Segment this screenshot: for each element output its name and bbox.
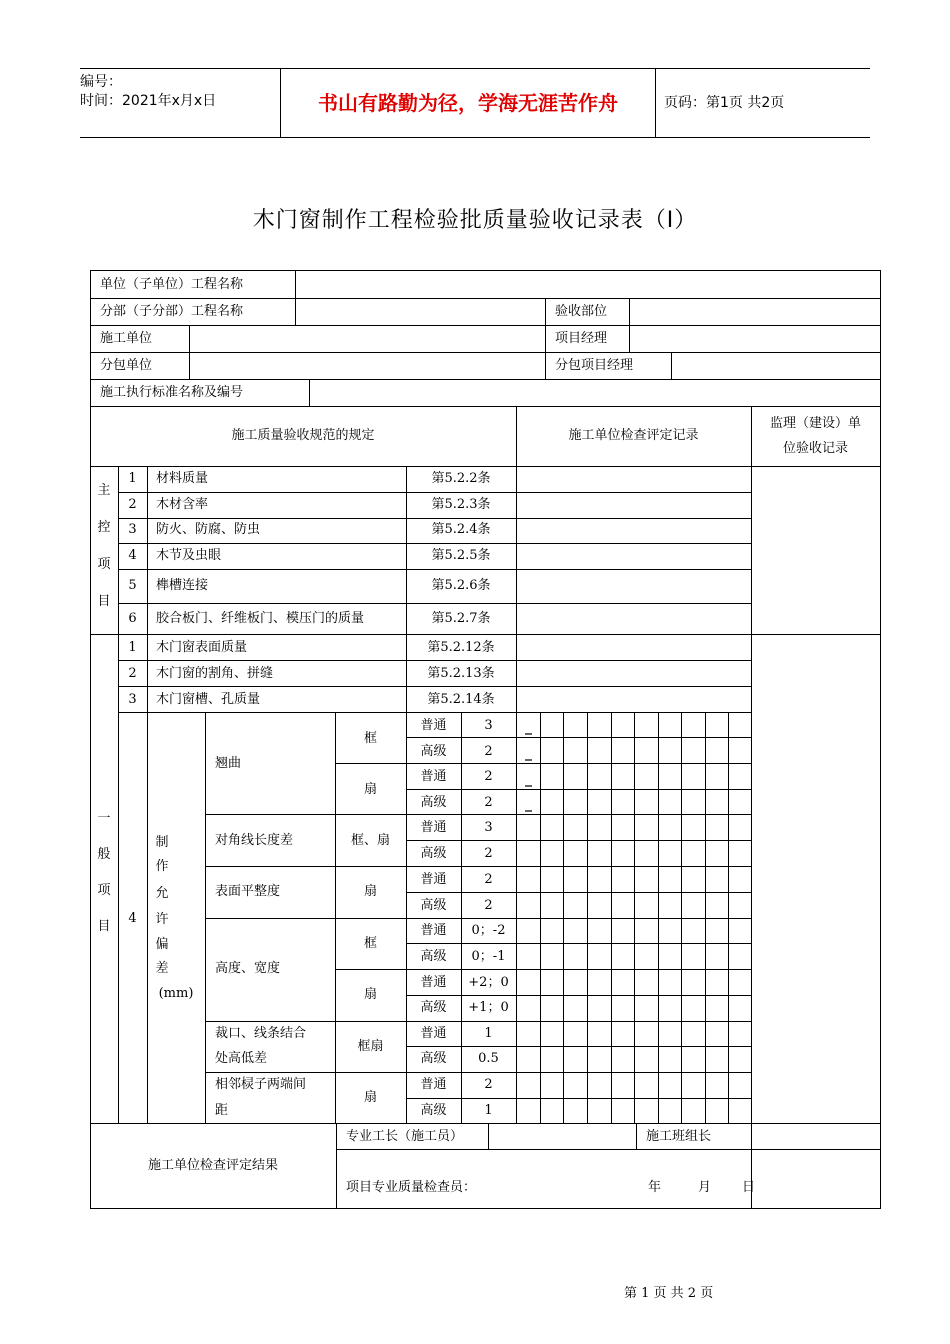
number-label: 编号： (80, 74, 122, 90)
team-leader-label: 施工班组长 (646, 1129, 712, 1144)
tolerance-label-unit: (mm) (158, 986, 194, 1001)
tolerance-value: 0.5 (478, 1051, 499, 1066)
main-item-no: 4 (128, 548, 137, 563)
general-group-char: 项 (97, 883, 111, 898)
joint-label-line1: 裁口、线条结合 (215, 1026, 307, 1041)
sub-project-manager-label: 分包项目经理 (555, 358, 634, 373)
tolerance-value: 2 (484, 795, 493, 810)
tolerance-value: 3 (484, 820, 493, 835)
tolerance-value: 3 (484, 718, 493, 733)
main-group-char: 主 (97, 483, 111, 498)
year-label: 年 (648, 1180, 662, 1195)
tolerance-value: 2 (484, 1077, 493, 1092)
table-border (91, 271, 881, 1209)
grade-label: 普通 (420, 1077, 447, 1092)
day-label: 日 (742, 1180, 756, 1195)
project-manager-label: 项目经理 (555, 331, 608, 346)
warp-label: 翘曲 (215, 756, 242, 771)
part-label: 扇 (363, 987, 377, 1002)
main-item-name: 防火、防腐、防虫 (156, 522, 261, 537)
main-item-no: 1 (128, 471, 137, 486)
general-item-clause: 第5.2.12条 (427, 640, 495, 655)
main-item-clause: 第5.2.7条 (431, 611, 491, 626)
contractor-label: 施工单位 (100, 331, 153, 346)
spec-header: 施工质量验收规范的规定 (231, 428, 375, 443)
subcontractor-label: 分包单位 (100, 358, 153, 373)
grade-label: 高级 (420, 1000, 447, 1015)
grade-label: 普通 (420, 1026, 447, 1041)
page-footer: 第 1 页 共 2 页 (624, 1286, 714, 1301)
general-item-name: 木门窗表面质量 (156, 640, 248, 655)
grade-label: 高级 (420, 1051, 447, 1066)
main-group-char: 项 (97, 557, 111, 572)
main-item-clause: 第5.2.3条 (431, 497, 491, 512)
grade-label: 普通 (420, 769, 447, 784)
inspector-label: 项目专业质量检查员： (346, 1180, 477, 1195)
tolerance-label-char: 制 (155, 835, 169, 850)
tolerance-value: 1 (484, 1026, 493, 1041)
main-item-no: 3 (128, 522, 137, 537)
main-item-clause: 第5.2.6条 (431, 578, 491, 593)
tolerance-label-char: 偏 (155, 937, 169, 952)
general-item-no: 3 (128, 692, 137, 707)
diagonal-label: 对角线长度差 (215, 833, 294, 848)
part-label: 扇 (363, 884, 377, 899)
tolerance-value: 0；-1 (471, 949, 506, 964)
general-item-clause: 第5.2.13条 (427, 666, 495, 681)
main-item-no: 2 (128, 497, 137, 512)
grade-label: 普通 (420, 718, 447, 733)
general-item-no: 2 (128, 666, 137, 681)
tolerance-value: 1 (484, 1103, 493, 1118)
adjacent-label-line2: 距 (215, 1103, 229, 1118)
tolerance-value: +2；0 (468, 975, 509, 990)
division-name-label: 分部（子分部）工程名称 (100, 304, 244, 319)
part-label: 框扇 (357, 1039, 384, 1054)
result-label: 施工单位检查评定结果 (147, 1158, 278, 1173)
grade-label: 普通 (420, 923, 447, 938)
main-item-name: 榫槽连接 (156, 578, 209, 593)
general-group-char: 一 (97, 811, 111, 826)
grade-label: 普通 (420, 820, 447, 835)
part-label: 扇 (363, 782, 377, 797)
general-item-name: 木门窗的割角、拼缝 (156, 666, 274, 681)
general-item-name: 木门窗槽、孔质量 (156, 692, 261, 707)
main-item-no: 6 (128, 611, 137, 626)
main-group-char: 目 (97, 594, 111, 609)
page-number-label: 页码：第1页 共2页 (664, 95, 785, 111)
tolerance-value: 2 (484, 846, 493, 861)
general-group-char: 般 (97, 847, 111, 862)
grade-label: 普通 (420, 872, 447, 887)
tolerance-value: +1；0 (468, 1000, 509, 1015)
general-group-char: 目 (97, 919, 111, 934)
grade-label: 普通 (420, 975, 447, 990)
contractor-record-header: 施工单位检查评定记录 (568, 428, 699, 443)
main-item-name: 木材含率 (156, 497, 209, 512)
tolerance-label-char: 差 (155, 961, 169, 976)
header-motto: 书山有路勤为径，学海无涯苦作舟 (280, 69, 656, 137)
general-item-clause: 第5.2.14条 (427, 692, 495, 707)
month-label: 月 (698, 1180, 712, 1195)
adjacent-label-line1: 相邻棂子两端间 (215, 1077, 307, 1092)
part-label: 框、扇 (350, 833, 390, 848)
tolerance-label-char: 允 (155, 886, 169, 901)
part-label: 框 (363, 936, 377, 951)
grade-label: 高级 (420, 744, 447, 759)
flatness-label: 表面平整度 (215, 884, 281, 899)
main-item-clause: 第5.2.2条 (431, 471, 491, 486)
foreman-label: 专业工长（施工员） (346, 1129, 464, 1144)
main-item-name: 胶合板门、纤维板门、模压门的质量 (156, 611, 365, 626)
joint-label-line2: 处高低差 (215, 1051, 268, 1066)
page-title: 木门窗制作工程检验批质量验收记录表（Ⅰ） (252, 208, 698, 233)
part-label: 扇 (363, 1090, 377, 1105)
tolerance-item-no: 4 (128, 911, 137, 926)
time-label: 时间：2021年x月x日 (80, 93, 217, 109)
part-label: 框 (363, 731, 377, 746)
supervisor-record-header-line2: 位验收记录 (782, 441, 848, 456)
main-item-name: 材料质量 (156, 471, 209, 486)
tolerance-label-char: 许 (155, 912, 169, 927)
height-width-label: 高度、宽度 (215, 961, 281, 976)
grade-label: 高级 (420, 795, 447, 810)
tolerance-value: 2 (484, 769, 493, 784)
main-item-name: 木节及虫眼 (156, 548, 222, 563)
tolerance-value: 0；-2 (471, 923, 506, 938)
tolerance-value: 2 (484, 744, 493, 759)
main-item-clause: 第5.2.5条 (431, 548, 491, 563)
main-item-no: 5 (128, 578, 137, 593)
grade-label: 高级 (420, 898, 447, 913)
grade-label: 高级 (420, 949, 447, 964)
acceptance-part-label: 验收部位 (555, 304, 608, 319)
tolerance-value: 2 (484, 872, 493, 887)
tolerance-label-char: 作 (155, 859, 169, 874)
general-item-no: 1 (128, 640, 137, 655)
tolerance-value: 2 (484, 898, 493, 913)
main-group-char: 控 (97, 520, 111, 535)
standard-label: 施工执行标准名称及编号 (100, 385, 244, 400)
grade-label: 高级 (420, 1103, 447, 1118)
supervisor-record-header-line1: 监理（建设）单 (769, 416, 861, 431)
grade-label: 高级 (420, 846, 447, 861)
main-item-clause: 第5.2.4条 (431, 522, 491, 537)
unit-name-label: 单位（子单位）工程名称 (100, 277, 244, 292)
